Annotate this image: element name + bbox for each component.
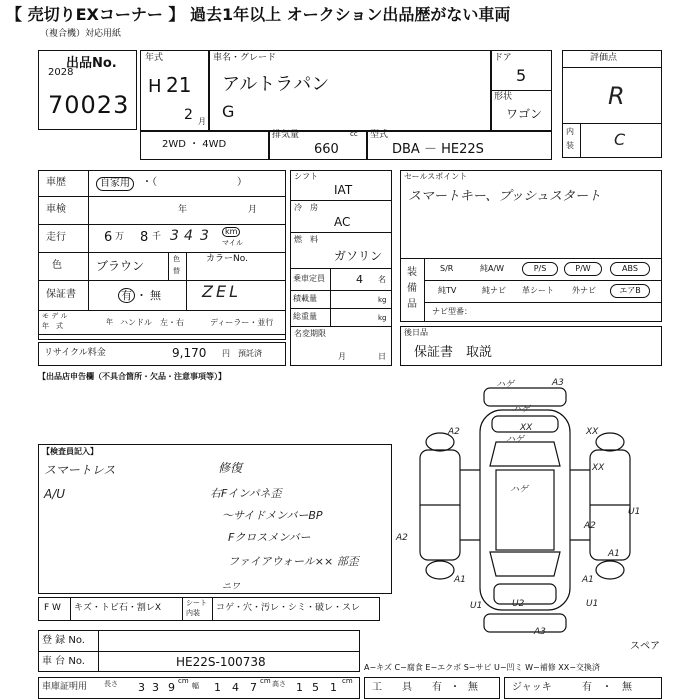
model-year-month-unit: 月 <box>198 117 206 126</box>
cert-w2: 4 <box>232 681 239 694</box>
cert-l2: 3 <box>152 681 159 694</box>
repaint-1: 色 <box>173 255 180 263</box>
history-rest: ・（ ） <box>142 177 247 188</box>
jack-has: 有 <box>582 682 592 693</box>
handle-side: ハンドル 左・右 <box>120 318 184 327</box>
fw-label: F W <box>44 603 61 613</box>
equip-nav: 純ナビ <box>482 286 506 295</box>
door-label: ドア <box>494 53 512 63</box>
sales-point-box <box>400 170 662 260</box>
equip-pw: P/W <box>564 262 602 276</box>
change-day: 日 <box>378 352 386 361</box>
cert-w3: 7 <box>250 681 257 694</box>
tools-label: 工 具 <box>372 682 412 693</box>
warranty-sep: ・ <box>136 289 147 302</box>
capacity-unit: 名 <box>378 275 386 284</box>
inspector-right-4: Fクロスメンバー <box>228 531 311 544</box>
mark-2: A3 <box>552 378 564 388</box>
inspector-left-2: A/U <box>44 487 66 501</box>
model-code-label: 型式 <box>370 130 389 140</box>
color-value: ブラウン <box>96 259 145 273</box>
cert-h-cm: cm <box>342 677 353 685</box>
later-label: 後日品 <box>404 328 428 337</box>
cert-w1: 1 <box>214 681 221 694</box>
handle-dealer: ディーラー・並行 <box>210 318 274 327</box>
model-year-month: 2 <box>184 107 193 123</box>
sales-point-text: スマートキー、プッシュスタート <box>408 189 602 204</box>
ac-label: 冷 房 <box>294 203 318 212</box>
mark-7: ハゲ <box>510 485 529 495</box>
chassis-label: 車 台 No. <box>42 656 85 667</box>
equip-nav-model: ナビ型番： <box>432 307 472 316</box>
tools-sep: ・ <box>450 682 460 693</box>
later-value: 保証書 取説 <box>414 345 493 360</box>
cert-l3: 9 <box>168 681 175 694</box>
cert-h2: 5 <box>312 681 319 694</box>
model-year-value: 21 <box>166 73 192 97</box>
recycle-note: 預託済 <box>238 349 262 358</box>
mark-11: A1 <box>454 575 466 585</box>
mark-3: ハゲ <box>512 405 531 415</box>
load-unit: kg <box>378 296 387 304</box>
handle-year: 年 <box>106 318 113 326</box>
inspector-right-1: 修復 <box>218 461 243 475</box>
cert-length-label: 長さ <box>104 680 118 688</box>
inspector-right-3: 〜サイドメンバーBP <box>222 509 323 522</box>
fuel-label: 燃 料 <box>294 235 318 244</box>
car-grade: G <box>222 102 235 121</box>
change-month: 月 <box>338 352 346 361</box>
mileage-d5: 3 <box>200 228 209 244</box>
mileage-unit-mile: マイル <box>222 239 243 247</box>
color-no-value: ZEL <box>202 282 241 301</box>
lot-label: 出品No. <box>66 56 117 71</box>
cert-h1: 1 <box>296 681 303 694</box>
interior-label-1: 内 <box>566 127 574 136</box>
inspector-left-1: スマートレス <box>44 463 116 477</box>
inspection-label: 車検 <box>46 204 66 215</box>
equipment-label-2: 備 <box>407 283 417 294</box>
recycle-unit: 円 <box>222 349 230 358</box>
chassis-value: HE22S-100738 <box>176 655 266 669</box>
equipment-label-1: 装 <box>407 267 417 278</box>
mark-14: U1 <box>470 601 483 611</box>
cert-h3: 1 <box>330 681 337 694</box>
drive-options: 2WD ・ 4WD <box>162 139 227 150</box>
mark-19: U1 <box>586 599 599 609</box>
cert-l-cm: cm <box>178 677 189 685</box>
model-year-era: H <box>148 76 162 97</box>
lot-code: 2028 <box>48 67 74 78</box>
displacement-unit: cc <box>350 130 358 138</box>
inspector-label: 【検査員記入】 <box>42 447 98 456</box>
shift-value: IAT <box>334 183 353 197</box>
jack-label: ジャッキ <box>512 682 552 693</box>
mark-8: XX <box>592 463 605 473</box>
recycle-label: リサイクル料金 <box>44 348 106 358</box>
displacement-value: 660 <box>314 142 339 157</box>
inspector-right-5: ファイアウォール×× 部歪 <box>228 555 359 568</box>
car-name-label: 車名・グレード <box>213 53 277 63</box>
mileage-label: 走行 <box>46 232 66 243</box>
equip-alloy: 純A/W <box>480 264 505 273</box>
jack-none: 無 <box>622 682 632 693</box>
model-year-label: 年式 <box>145 53 164 63</box>
history-type: 自家用 <box>96 177 134 191</box>
warranty-has: 有 <box>118 288 135 303</box>
report-label: 【出品店申告欄（不具合箇所・欠品・注意事項等）】 <box>38 372 226 381</box>
warranty-label: 保証書 <box>46 289 76 300</box>
equip-abs: ABS <box>610 262 650 276</box>
weight-unit: kg <box>378 314 387 322</box>
equip-ext-nav: 外ナビ <box>572 286 596 295</box>
mark-17: ハゲ <box>506 435 525 445</box>
weight-label: 総重量 <box>293 312 317 321</box>
mileage-d1: 6 <box>104 230 113 245</box>
capacity-value: 4 <box>356 273 363 286</box>
spare-label: スペア <box>630 641 660 652</box>
seat-label-2: 内装 <box>186 609 200 617</box>
jack-sep: ・ <box>602 682 612 693</box>
cert-height-label: 高さ <box>272 680 286 688</box>
cert-l1: 3 <box>138 681 145 694</box>
load-label: 積載量 <box>293 294 317 303</box>
door-value: 5 <box>516 66 527 85</box>
repaint-2: 替 <box>173 267 180 275</box>
mark-16: A3 <box>534 627 546 637</box>
mark-5: A2 <box>448 427 460 437</box>
body-type-label: 形状 <box>494 92 513 102</box>
tools-none: 無 <box>468 682 478 693</box>
displacement-label: 排気量 <box>272 130 300 140</box>
mark-10: A2 <box>396 533 408 543</box>
mark-15: U2 <box>512 599 525 609</box>
top-note: （複合機）対応用紙 <box>40 29 122 39</box>
equip-leather: 革シート <box>522 286 554 295</box>
inspection-year: 年 <box>178 205 188 215</box>
equip-sr: S/R <box>440 264 454 273</box>
mark-4: XX <box>520 423 533 433</box>
cert-w-cm: cm <box>260 677 271 685</box>
capacity-label: 乗車定員 <box>293 274 325 283</box>
inspection-month: 月 <box>248 205 258 215</box>
lot-number: 70023 <box>48 91 130 119</box>
cert-label: 車庫証明用 <box>42 682 88 692</box>
handle-label-2: 年 式 <box>42 322 63 330</box>
history-label: 車歴 <box>46 177 66 188</box>
mileage-u1: 万 <box>115 232 125 242</box>
score-value: R <box>608 82 625 110</box>
extra-mark: ニワ <box>222 582 241 592</box>
mileage-d2: 8 <box>140 230 149 245</box>
mileage-d3: 3 <box>170 228 179 244</box>
sales-point-label: セールスポイント <box>404 172 468 181</box>
interior-value: C <box>614 130 626 149</box>
mark-18: A1 <box>608 549 620 559</box>
body-type-value: ワゴン <box>506 107 543 121</box>
mileage-u2: 千 <box>152 232 162 242</box>
shift-label: シフト <box>294 172 318 181</box>
model-code-value: DBA － HE22S <box>392 142 484 157</box>
change-label: 名変期限 <box>294 329 326 338</box>
equip-ps: P/S <box>522 262 558 276</box>
damage-legend: A−キズ C−腐食 E−エクボ S−サビ U−凹ミ W−補修 XX−交換済 <box>364 663 600 672</box>
warranty-none: 無 <box>150 289 161 302</box>
equipment-label-3: 品 <box>407 299 417 310</box>
fw-items: キズ・トビ石・割レX <box>74 603 161 613</box>
registration-label: 登 録 No. <box>42 635 85 646</box>
fuel-value: ガソリン <box>334 249 383 263</box>
car-damage-diagram <box>410 380 640 640</box>
interior-label-2: 装 <box>566 141 574 150</box>
mark-6: XX <box>586 427 599 437</box>
ac-value: AC <box>334 215 351 229</box>
fw-items-2: コゲ・穴・汚レ・シミ・破レ・スレ <box>216 603 361 613</box>
mileage-unit-km: km <box>222 227 240 237</box>
color-no-label: カラーNo. <box>206 254 248 264</box>
recycle-value: 9,170 <box>172 346 207 360</box>
cert-width-label: 幅 <box>192 682 199 690</box>
mark-1: ハゲ <box>496 380 515 390</box>
handle-label-1: モ デ ル <box>42 312 68 320</box>
mileage-d4: 4 <box>184 228 193 244</box>
mark-9: A2 <box>584 521 596 531</box>
header-title: 【 売切りEXコーナー 】 過去1年以上 オークション出品歴がない車両 <box>6 5 511 24</box>
equip-airbag: エアB <box>610 284 650 298</box>
color-label: 色 <box>52 260 62 271</box>
car-name: アルトラパン <box>222 74 330 95</box>
seat-label-1: シート <box>186 599 207 607</box>
mark-12: A1 <box>582 575 594 585</box>
tools-has: 有 <box>432 682 442 693</box>
score-label: 評価点 <box>590 53 618 63</box>
mark-13: U1 <box>628 507 641 517</box>
inspector-right-2: 右Fインパネ歪 <box>210 487 282 500</box>
equip-tv: 純TV <box>438 286 457 295</box>
